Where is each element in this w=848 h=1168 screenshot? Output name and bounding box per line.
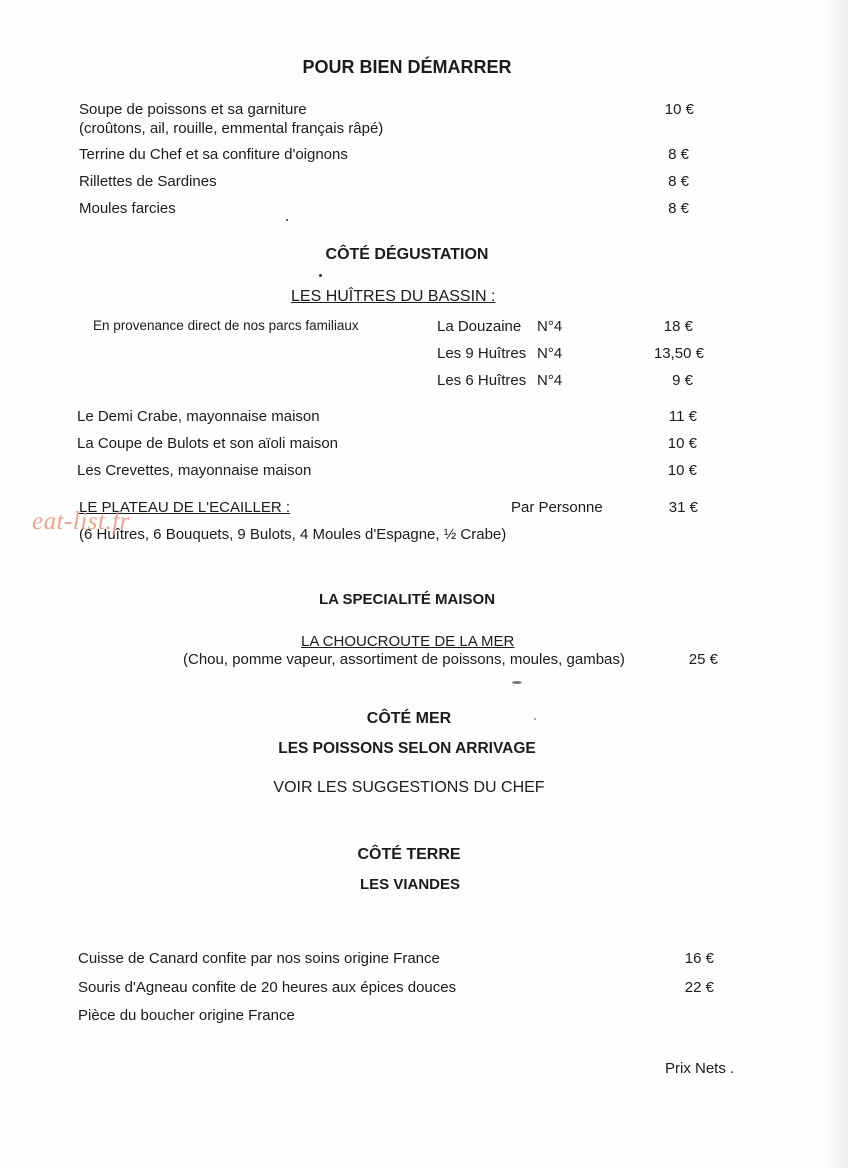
menu-item-price: 16 €: [684, 950, 714, 967]
menu-item-name: Le Demi Crabe, mayonnaise maison: [77, 408, 320, 425]
section-title-terre: CÔTÉ TERRE: [357, 846, 461, 863]
menu-item-name: Souris d'Agneau confite de 20 heures aux épices douces: [78, 979, 457, 996]
menu-item-name: Moules farcies: [79, 200, 176, 217]
specialite-detail: (Chou, pomme vapeur, assortiment de poissons, moules, gambas): [183, 651, 625, 668]
menu-item-price: 8 €: [668, 146, 689, 163]
menu-item-name: Les Crevettes, mayonnaise maison: [77, 462, 312, 479]
section-title-mer: CÔTÉ MER: [366, 710, 452, 727]
menu-item-price: 10 €: [667, 435, 697, 452]
plateau-title: LE PLATEAU DE L'ECAILLER :: [79, 499, 291, 516]
mer-note: VOIR LES SUGGESTIONS DU CHEF: [273, 779, 545, 796]
scan-edge-shadow: [824, 0, 848, 1168]
menu-item-name: Terrine du Chef et sa confiture d'oignons: [79, 146, 348, 163]
huitres-row-size: N°4: [537, 345, 563, 362]
scan-speck: [534, 718, 536, 720]
specialite-price: 25 €: [688, 651, 718, 668]
huitres-row-price: 9 €: [672, 372, 693, 389]
huitres-row-label: Les 6 Huîtres: [437, 372, 527, 389]
plateau-price: 31 €: [668, 499, 698, 516]
menu-item-name: Soupe de poissons et sa garniture: [79, 101, 307, 118]
menu-item-detail: (croûtons, ail, rouille, emmental français râpé): [79, 120, 384, 137]
scan-speck: [319, 274, 322, 277]
huitres-row-size: N°4: [537, 318, 563, 335]
huitres-origin: En provenance direct de nos parcs familiaux: [93, 318, 359, 333]
huitres-row-price: 18 €: [663, 318, 693, 335]
huitres-row-label: Les 9 Huîtres: [437, 345, 527, 362]
huitres-row-label: La Douzaine: [437, 318, 522, 335]
plateau-per-person: Par Personne: [511, 499, 603, 516]
section-title-degustation: CÔTÉ DÉGUSTATION: [325, 246, 489, 263]
specialite-dish: LA CHOUCROUTE DE LA MER: [301, 633, 515, 650]
menu-item-price: 8 €: [668, 173, 689, 190]
scan-speck: [512, 681, 522, 684]
section-title-specialite: LA SPECIALITÉ MAISON: [318, 591, 496, 608]
menu-item-price: 11 €: [668, 408, 697, 425]
watermark-logo: eat-list.fr: [32, 508, 130, 535]
huitres-row-size: N°4: [537, 372, 563, 389]
huitres-row-price: 13,50 €: [653, 345, 704, 362]
menu-item-price: 8 €: [668, 200, 689, 217]
terre-subtitle: LES VIANDES: [359, 876, 461, 893]
menu-item-price: 10 €: [667, 462, 697, 479]
menu-item-name: Rillettes de Sardines: [79, 173, 217, 190]
menu-item-price: 10 €: [664, 101, 694, 118]
scan-speck: [286, 219, 288, 221]
menu-item-name: Pièce du boucher origine France: [78, 1007, 295, 1024]
mer-subtitle: LES POISSONS SELON ARRIVAGE: [278, 740, 536, 757]
footer-prix-nets: Prix Nets .: [665, 1060, 735, 1077]
plateau-detail: (6 Huîtres, 6 Bouquets, 9 Bulots, 4 Moules d'Espagne, ½ Crabe): [79, 526, 507, 543]
section-title-demarrer: POUR BIEN DÉMARRER: [302, 57, 512, 77]
menu-item-name: Cuisse de Canard confite par nos soins origine France: [78, 950, 440, 967]
huitres-title: LES HUÎTRES DU BASSIN :: [291, 288, 496, 305]
menu-item-name: La Coupe de Bulots et son aïoli maison: [77, 435, 338, 452]
menu-item-price: 22 €: [684, 979, 714, 996]
